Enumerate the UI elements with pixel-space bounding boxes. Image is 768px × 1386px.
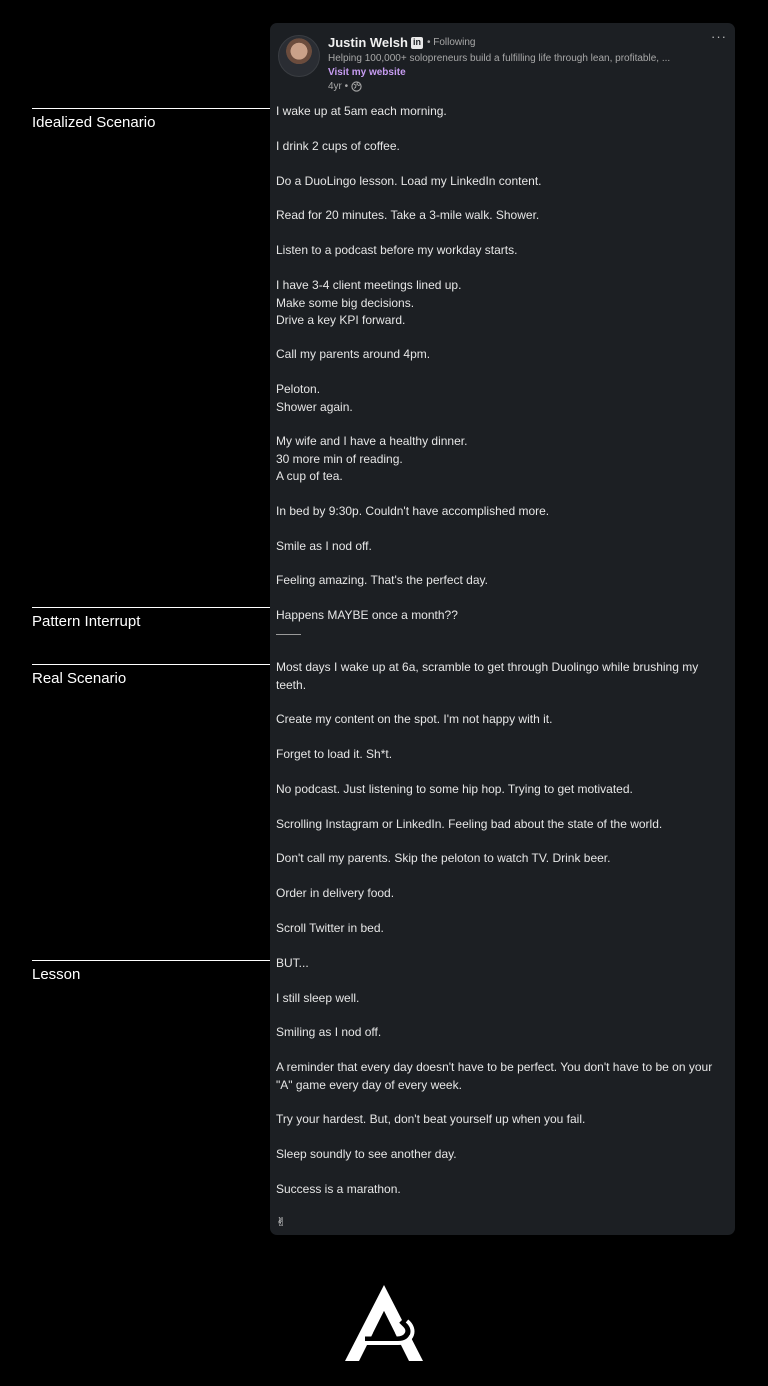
annotation-label: Real Scenario bbox=[32, 670, 127, 687]
more-icon[interactable]: ··· bbox=[711, 29, 727, 44]
annotation-rule bbox=[32, 960, 272, 961]
annotation-rule bbox=[32, 108, 272, 109]
post-paragraph: BUT... bbox=[276, 956, 309, 970]
post-paragraph: Scroll Twitter in bed. bbox=[276, 921, 384, 935]
post-paragraph: Listen to a podcast before my workday starts. bbox=[276, 243, 518, 257]
globe-icon bbox=[351, 81, 362, 92]
annotation-label: Lesson bbox=[32, 966, 81, 983]
post-paragraph: Happens MAYBE once a month?? bbox=[276, 608, 458, 622]
post-paragraph: Call my parents around 4pm. bbox=[276, 347, 431, 361]
post-paragraph: Forget to load it. Sh*t. bbox=[276, 747, 393, 761]
post-paragraph: Try your hardest. But, don't beat yourself up when you fail. bbox=[276, 1112, 586, 1126]
post-paragraph: Smile as I nod off. bbox=[276, 539, 372, 553]
post-paragraph: Feeling amazing. That's the perfect day. bbox=[276, 573, 488, 587]
section-divider bbox=[276, 634, 301, 635]
post-paragraph: Order in delivery food. bbox=[276, 886, 395, 900]
post-paragraph: Create my content on the spot. I'm not happy with it. bbox=[276, 712, 553, 726]
author-row bbox=[328, 35, 475, 50]
post-paragraph: Smiling as I nod off. bbox=[276, 1025, 382, 1039]
post-paragraph: In bed by 9:30p. Couldn't have accomplished more. bbox=[276, 504, 550, 518]
post-paragraph: My wife and I have a healthy dinner. 30 more min of reading. A cup of tea. bbox=[276, 434, 468, 483]
author-avatar[interactable] bbox=[278, 35, 320, 77]
post-paragraph: Sleep soundly to see another day. bbox=[276, 1147, 457, 1161]
post-paragraph: Most days I wake up at 6a, scramble to get through Duolingo while brushing my teeth. bbox=[276, 660, 699, 692]
post-paragraph: Peloton. Shower again. bbox=[276, 382, 353, 414]
post-paragraph: I have 3-4 client meetings lined up. Make some big decisions. Drive a key KPI forward. bbox=[276, 278, 462, 327]
annotation-rule bbox=[32, 607, 272, 608]
linkedin-icon: in bbox=[412, 37, 421, 47]
follow-status: • Following bbox=[426, 37, 476, 48]
logo-icon bbox=[343, 1283, 425, 1363]
annotation-label: Idealized Scenario bbox=[32, 114, 156, 131]
post-card bbox=[270, 23, 735, 1235]
post-paragraph: Do a DuoLingo lesson. Load my LinkedIn content. bbox=[276, 174, 542, 188]
post-paragraph: I wake up at 5am each morning. bbox=[276, 104, 447, 118]
post-paragraph: A reminder that every day doesn't have to be perfect. You don't have to be on your "A" game every day of every week. bbox=[276, 1060, 713, 1092]
post-paragraph: No podcast. Just listening to some hip hop. Trying to get motivated. bbox=[276, 782, 633, 796]
post-meta bbox=[328, 81, 362, 92]
post-paragraph: I still sleep well. bbox=[276, 991, 360, 1005]
post-paragraph: Success is a marathon. bbox=[276, 1182, 401, 1196]
post-paragraph: Scrolling Instagram or LinkedIn. Feeling bad about the state of the world. bbox=[276, 817, 663, 831]
annotation-rule bbox=[32, 664, 272, 665]
author-headline: Helping 100,000+ solopreneurs build a fulfilling life through lean, profitable, ... bbox=[328, 53, 671, 64]
post-paragraph: Read for 20 minutes. Take a 3-mile walk. Shower. bbox=[276, 208, 540, 222]
author-name[interactable]: Justin Welsh bbox=[328, 35, 408, 50]
post-paragraph: I drink 2 cups of coffee. bbox=[276, 139, 400, 153]
website-link[interactable]: Visit my website bbox=[328, 67, 406, 78]
annotation-label: Pattern Interrupt bbox=[32, 613, 141, 630]
post-paragraph: Don't call my parents. Skip the peloton to watch TV. Drink beer. bbox=[276, 851, 611, 865]
post-time: 4yr • bbox=[328, 81, 349, 92]
victory-hand-emoji: ✌ bbox=[276, 1215, 287, 1229]
